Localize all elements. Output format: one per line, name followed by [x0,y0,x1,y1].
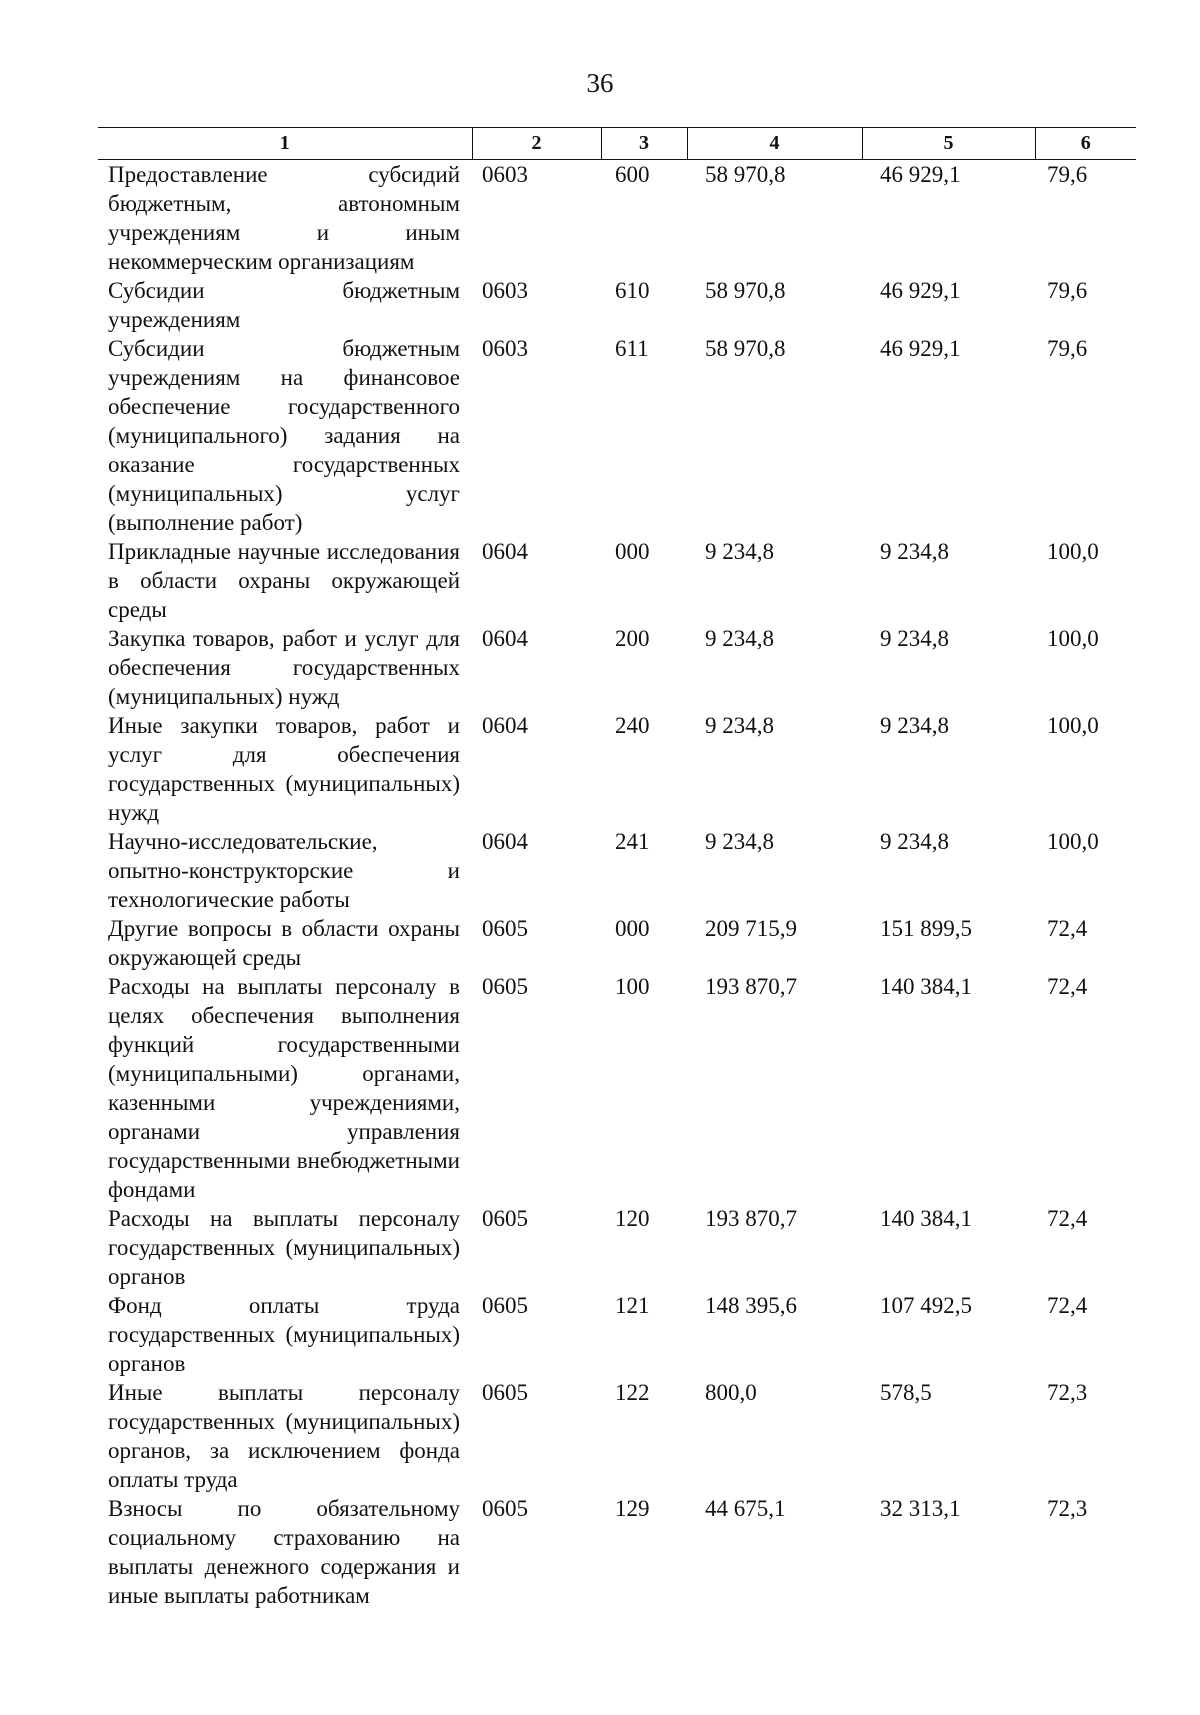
row-name: Закупка товаров, работ и услуг для обеспечения государственных (муниципальных) нужд [108,626,460,709]
row-percent: 100,0 [1047,626,1099,651]
row-expense-type: 100 [615,974,650,999]
row-expense-type: 611 [615,336,649,361]
row-section-code: 0604 [482,539,528,564]
row-actual-amount: 46 929,1 [880,162,961,187]
header-cell-5: 5 [862,128,1035,160]
row-planned-amount: 193 870,7 [705,974,797,999]
table-header [98,128,1136,160]
row-actual-amount: 140 384,1 [880,974,972,999]
header-cell-1: 1 [98,128,472,160]
row-name: Расходы на выплаты персоналу государственных (муниципальных) органов [108,1206,460,1289]
row-name: Расходы на выплаты персоналу в целях обеспечения выполнения функций государственными (муниципальными) органами, казенными учреждениями, органами управления государственными внебюджетными фондами [108,974,460,1202]
header-row [98,128,1136,160]
table-row [98,334,1136,537]
row-percent: 100,0 [1047,539,1099,564]
row-expense-type: 241 [615,829,650,854]
row-percent: 79,6 [1047,278,1088,303]
row-actual-amount: 9 234,8 [880,626,949,651]
table-row [98,1494,1136,1610]
row-expense-type: 121 [615,1293,650,1318]
row-percent: 100,0 [1047,829,1099,854]
row-planned-amount: 9 234,8 [705,713,774,738]
row-planned-amount: 58 970,8 [705,278,786,303]
row-planned-amount: 800,0 [705,1380,757,1405]
row-planned-amount: 9 234,8 [705,626,774,651]
row-actual-amount: 9 234,8 [880,829,949,854]
row-planned-amount: 58 970,8 [705,162,786,187]
table-body [98,160,1136,1611]
row-actual-amount: 32 313,1 [880,1496,961,1521]
row-expense-type: 600 [615,162,650,187]
table-row [98,276,1136,334]
row-name: Другие вопросы в области охраны окружающей среды [108,916,460,970]
row-section-code: 0604 [482,626,528,651]
row-actual-amount: 9 234,8 [880,539,949,564]
row-planned-amount: 9 234,8 [705,829,774,854]
row-actual-amount: 46 929,1 [880,336,961,361]
row-section-code: 0603 [482,162,528,187]
header-cell-6: 6 [1035,128,1136,160]
row-section-code: 0603 [482,278,528,303]
row-name: Фонд оплаты труда государственных (муниципальных) органов [108,1293,460,1376]
row-name: Прикладные научные исследования в области охраны окружающей среды [108,539,460,622]
row-percent: 72,4 [1047,1293,1088,1318]
row-percent: 79,6 [1047,336,1088,361]
header-cell-2: 2 [472,128,601,160]
row-percent: 72,4 [1047,1206,1088,1231]
row-actual-amount: 151 899,5 [880,916,972,941]
row-name: Иные выплаты персоналу государственных (муниципальных) органов, за исключением фонда оплаты труда [108,1380,460,1492]
table-row [98,914,1136,972]
table-row [98,537,1136,624]
row-planned-amount: 58 970,8 [705,336,786,361]
table-row [98,624,1136,711]
row-percent: 79,6 [1047,162,1088,187]
row-expense-type: 129 [615,1496,650,1521]
row-name: Научно-исследовательские, опытно-конструкторские и технологические работы [108,829,460,912]
row-section-code: 0605 [482,1380,528,1405]
row-actual-amount: 107 492,5 [880,1293,972,1318]
row-section-code: 0605 [482,974,528,999]
row-actual-amount: 140 384,1 [880,1206,972,1231]
row-planned-amount: 193 870,7 [705,1206,797,1231]
table-row [98,1204,1136,1291]
row-planned-amount: 148 395,6 [705,1293,797,1318]
row-name: Субсидии бюджетным учреждениям на финансовое обеспечение государственного (муниципального) задания на оказание государственных (муниципальных) услуг (выполнение работ) [108,336,460,535]
row-expense-type: 122 [615,1380,650,1405]
page-number: 36 [586,68,614,98]
row-percent: 72,4 [1047,974,1088,999]
row-expense-type: 200 [615,626,650,651]
table-row [98,1378,1136,1494]
row-percent: 72,4 [1047,916,1088,941]
row-section-code: 0605 [482,1206,528,1231]
row-planned-amount: 9 234,8 [705,539,774,564]
row-section-code: 0605 [482,916,528,941]
row-expense-type: 000 [615,539,650,564]
row-planned-amount: 209 715,9 [705,916,797,941]
table-row [98,972,1136,1204]
row-expense-type: 120 [615,1206,650,1231]
row-name: Иные закупки товаров, работ и услуг для обеспечения государственных (муниципальных) нужд [108,713,460,825]
table-row [98,1291,1136,1378]
row-expense-type: 000 [615,916,650,941]
row-percent: 72,3 [1047,1380,1088,1405]
row-percent: 72,3 [1047,1496,1088,1521]
table-row [98,827,1136,914]
row-expense-type: 610 [615,278,650,303]
row-section-code: 0604 [482,829,528,854]
row-percent: 100,0 [1047,713,1099,738]
row-actual-amount: 9 234,8 [880,713,949,738]
table-row [98,160,1136,277]
row-section-code: 0605 [482,1496,528,1521]
row-section-code: 0603 [482,336,528,361]
row-section-code: 0605 [482,1293,528,1318]
row-name: Субсидии бюджетным учреждениям [108,278,460,332]
table-row [98,711,1136,827]
header-cell-3: 3 [601,128,687,160]
header-cell-4: 4 [687,128,862,160]
row-planned-amount: 44 675,1 [705,1496,786,1521]
row-actual-amount: 578,5 [880,1380,932,1405]
row-expense-type: 240 [615,713,650,738]
row-name: Взносы по обязательному социальному страхованию на выплаты денежного содержания и иные выплаты работникам [108,1496,460,1608]
row-name: Предоставление субсидий бюджетным, автономным учреждениям и иным некоммерческим организациям [108,162,460,274]
budget-table [98,127,1136,1610]
row-section-code: 0604 [482,713,528,738]
row-actual-amount: 46 929,1 [880,278,961,303]
